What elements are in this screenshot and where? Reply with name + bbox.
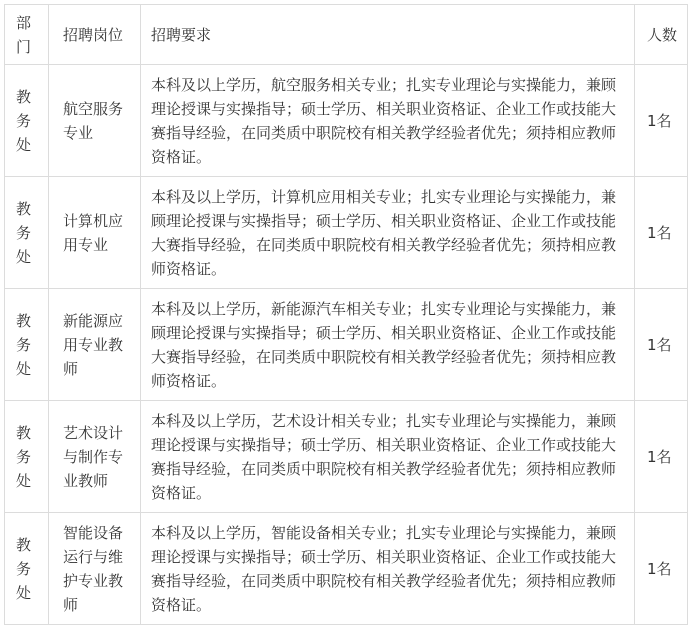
- header-requirements: 招聘要求: [141, 5, 635, 65]
- department-cell: 教务处: [5, 65, 49, 177]
- requirements-cell: 本科及以上学历，艺术设计相关专业；扎实专业理论与实操能力，兼顾理论授课与实操指导；硕士学历、相关职业资格证、企业工作或技能大赛指导经验，在同类质中职院校有相关教学经验者优先；须持相应教师资格证。: [141, 401, 635, 513]
- table-header-row: [5, 5, 688, 65]
- department-cell: 教务处: [5, 177, 49, 289]
- count-cell: 1名: [635, 289, 688, 401]
- position-cell: 新能源应用专业教师: [49, 289, 141, 401]
- header-position: 招聘岗位: [49, 5, 141, 65]
- department-cell: 教务处: [5, 513, 49, 625]
- count-cell: 1名: [635, 513, 688, 625]
- table-row: [5, 177, 688, 289]
- table-row: [5, 513, 688, 625]
- position-cell: 计算机应用专业: [49, 177, 141, 289]
- department-cell: 教务处: [5, 289, 49, 401]
- position-cell: 航空服务专业: [49, 65, 141, 177]
- position-cell: 智能设备运行与维护专业教师: [49, 513, 141, 625]
- header-count: 人数: [635, 5, 688, 65]
- department-cell: 教务处: [5, 401, 49, 513]
- header-department: 部门: [5, 5, 49, 65]
- table-row: [5, 401, 688, 513]
- requirements-cell: 本科及以上学历，新能源汽车相关专业；扎实专业理论与实操能力，兼顾理论授课与实操指导；硕士学历、相关职业资格证、企业工作或技能大赛指导经验，在同类质中职院校有相关教学经验者优先；须持相应教师资格证。: [141, 289, 635, 401]
- count-cell: 1名: [635, 401, 688, 513]
- requirements-cell: 本科及以上学历，航空服务相关专业；扎实专业理论与实操能力，兼顾理论授课与实操指导；硕士学历、相关职业资格证、企业工作或技能大赛指导经验，在同类质中职院校有相关教学经验者优先；须持相应教师资格证。: [141, 65, 635, 177]
- count-cell: 1名: [635, 177, 688, 289]
- position-cell: 艺术设计与制作专业教师: [49, 401, 141, 513]
- table-row: [5, 289, 688, 401]
- requirements-cell: 本科及以上学历，计算机应用相关专业；扎实专业理论与实操能力，兼顾理论授课与实操指导；硕士学历、相关职业资格证、企业工作或技能大赛指导经验，在同类质中职院校有相关教学经验者优先；须持相应教师资格证。: [141, 177, 635, 289]
- count-cell: 1名: [635, 65, 688, 177]
- requirements-cell: 本科及以上学历，智能设备相关专业；扎实专业理论与实操能力，兼顾理论授课与实操指导；硕士学历、相关职业资格证、企业工作或技能大赛指导经验，在同类质中职院校有相关教学经验者优先；须持相应教师资格证。: [141, 513, 635, 625]
- table-row: [5, 65, 688, 177]
- recruitment-table: [4, 4, 688, 625]
